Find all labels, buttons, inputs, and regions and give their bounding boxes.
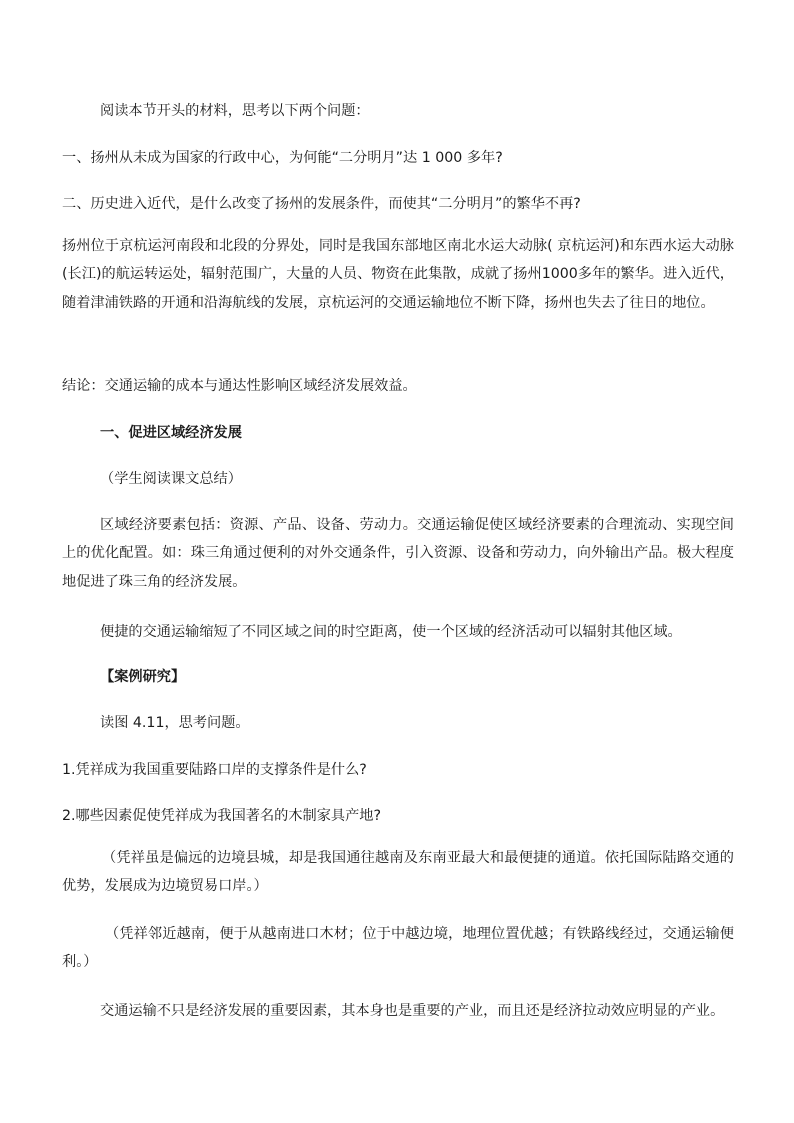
- section-heading: 一、促进区域经济发展: [100, 425, 242, 441]
- case-study-heading: 【案例研究】: [100, 669, 186, 685]
- case-question-2: 2.哪些因素促使凭祥成为我国著名的木制家具产地?: [62, 808, 382, 824]
- question-1: 一、扬州从未成为国家的行政中心，为何能“二分明月”达 1 000 多年?: [62, 150, 503, 166]
- intro-paragraph: 阅读本节开头的材料，思考以下两个问题：: [100, 103, 370, 119]
- final-paragraph: 交通运输不只是经济发展的重要因素，其本身也是重要的产业，而且还是经济拉动效应明显的产业。: [100, 1003, 725, 1019]
- factors-paragraph: 区域经济要素包括：资源、产品、设备、劳动力。交通运输促使区域经济要素的合理流动、实现空间上的优化配置。如：珠三角通过便利的对外交通条件，引入资源、设备和劳动力，向外输出产品。极大程度地促进了珠三角的经济发展。: [62, 517, 734, 590]
- convenient-transport-text: 便捷的交通运输缩短了不同区域之间的时空距离，使一个区域的经济活动可以辐射其他区域。: [100, 624, 682, 640]
- student-note: （学生阅读课文总结）: [100, 471, 242, 487]
- question-2: 二、历史进入近代，是什么改变了扬州的发展条件，而使其“二分明月”的繁华不再?: [62, 196, 581, 212]
- case-answer-1: （凭祥虽是偏远的边境县城，却是我国通往越南及东南亚最大和最便捷的通道。依托国际陆路交通的优势，发展成为边境贸易口岸。）: [62, 850, 734, 895]
- case-answer-2: （凭祥邻近越南，便于从越南进口木材；位于中越边境，地理位置优越；有铁路线经过，交通运输便利。）: [62, 926, 734, 971]
- read-figure-instruction: 读图 4.11，思考问题。: [100, 715, 250, 731]
- conclusion-text: 结论：交通运输的成本与通达性影响区域经济发展效益。: [62, 378, 417, 394]
- answer-paragraph: 扬州位于京杭运河南段和北段的分界处，同时是我国东部地区南北水运大动脉( 京杭运河)和东西水运大动脉(长江)的航运转运处，辐射范围广，大量的人员、物资在此集散，成就了扬州1000多年的繁华。进入近代，随着津浦铁路的开通和沿海航线的发展，京杭运河的交通运输地位不断下降，扬州也失去了往日的地位。: [62, 238, 734, 311]
- case-question-1: 1.凭祥成为我国重要陆路口岸的支撑条件是什么?: [62, 762, 367, 778]
